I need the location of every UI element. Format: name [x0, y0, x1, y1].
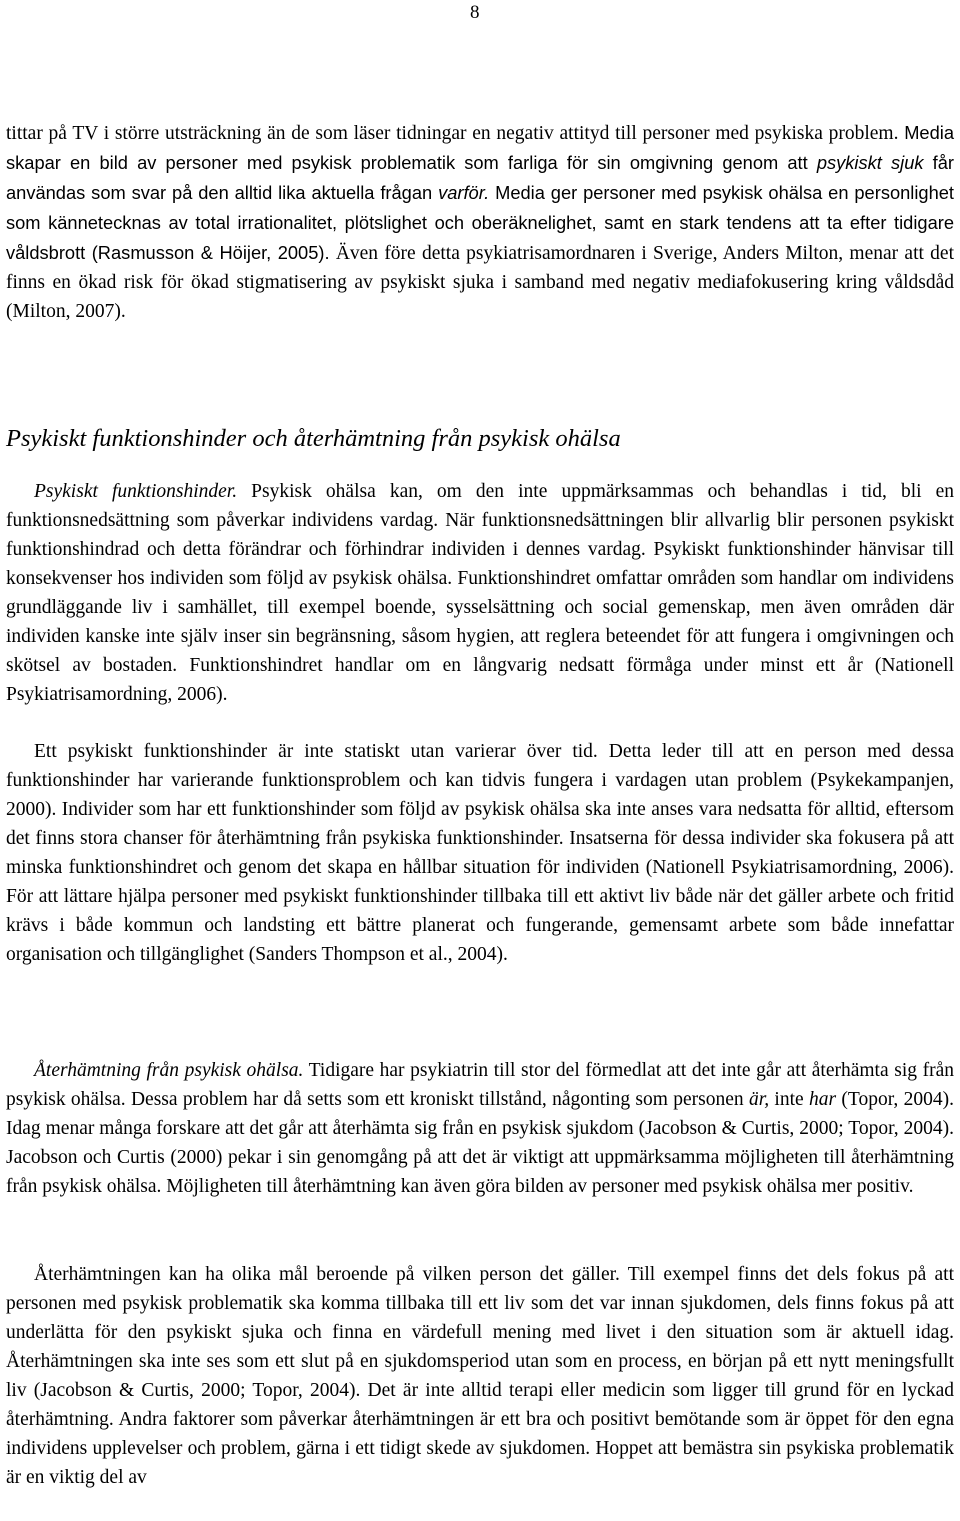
text-run: får användas som svar på den alltid lika aktuella frågan [6, 152, 954, 203]
emphasis: psykiskt sjuk [816, 152, 924, 173]
paragraph-aterhamtning [6, 1056, 954, 1201]
text-run: Även före detta psykiatrisamordnaren i Sverige, Anders Milton, menar att det finns en ökad risk för ökad stigmatisering av psykiskt sjuka i samband med negativ mediafokusering kring våldsdåd (Milton, 2007). [6, 243, 954, 322]
subheading: Psykiskt funktionshinder. [34, 481, 238, 502]
emphasis: varför. [438, 182, 490, 203]
text-run: Media ger personer med psykisk ohälsa en personlighet som kännetecknas av total irrationalitet, plötslighet och oberäknelighet, samt en stark tendens att ta efter tidigare våldsbrott (Rasmusson & Höijer, 2005). [6, 182, 954, 263]
text-run: Tidigare har psykiatrin till stor del förmedlat att det inte går att återhämta sig från psykisk ohälsa. Dessa problem har då setts som ett kroniskt tillstånd, någonting som personen [6, 1060, 954, 1110]
subheading: Återhämtning från psykisk ohälsa. [34, 1060, 304, 1081]
emphasis: har [809, 1089, 837, 1110]
emphasis: är, [749, 1089, 770, 1110]
paragraph-statiskt [6, 737, 954, 969]
text-run: Återhämtningen kan ha olika mål beroende på vilken person det gäller. Till exempel finns det dels fokus på att personen med psykisk problematik ska komma tillbaka till ett liv som det var innan sjukdomen, dels finns fokus på att underlätta för den psykiskt sjuka och finna en värdefull mening med livet i den situation som är aktuell idag. Återhämtningen ska inte ses som ett slut på en sjukdomsperiod utan som en process, en början på ett nytt meningsfullt liv (Jacobson & Curtis, 2000; Topor, 2004). Det är inte alltid terapi eller medicin som ligger till grund för en lyckad återhämtning. Andra faktorer som påverkar återhämtningen är ett bra och positivt bemötande som är öppet för den egna individens upplevelser och problem, gärna i ett tidigt skede av sjukdomen. Hoppet att bemästra sin psykiska problematik är en viktig del av [6, 1264, 954, 1488]
text-run: Ett psykiskt funktionshinder är inte statiskt utan varierar över tid. Detta leder till att en person med dessa funktionshinder har varierande funktionsproblem och kan tidvis fungera i vardagen utan problem (Psykekampanjen, 2000). Individer som har ett funktionshinder som följd av psykisk ohälsa ska inte anses vara nedsatta för alltid, eftersom det finns stora chanser för återhämtning från psykiska funktionshinder. Insatserna för dessa individer ska fokusera på att minska funktionshindret och genom det skapa en hållbar situation för individen (Nationell Psykiatrisamordning, 2006). För att lättare hjälpa personer med psykiskt funktionshinder tillbaka till ett aktivt liv både när det gäller arbete och fritid krävs i både kommun och landsting ett bättre planerat och fungerande, gemensamt arbete som både innefattar organisation och tillgänglighet (Sanders Thompson et al., 2004). [6, 741, 954, 965]
text-run: inte [769, 1089, 809, 1110]
text-run: Psykisk ohälsa kan, om den inte uppmärksammas och behandlas i tid, bli en funktionsnedsättning som påverkar individens vardag. När funktionsnedsättningen blir allvarlig blir personen psykiskt funktionshindrad och detta förändrar och förhindrar individen i dennes vardag. Psykiskt funktionshinder hänvisar till konsekvenser hos individen som följd av psykisk ohälsa. Funktionshindret omfattar områden som handlar om individens grundläggande liv i samhället, till exempel boende, sysselsättning och social gemenskap, men även områden där individen kanske inte själv inser sin begränsning, såsom hygien, att reglera beteendet för att fungera i omgivningen och skötsel av bostaden. Funktionshindret handlar om en långvarig nedsatt förmåga under minst ett år (Nationell Psykiatrisamordning, 2006). [6, 481, 955, 705]
paragraph-funktionshinder [6, 477, 954, 709]
page-number: 8 [470, 2, 480, 23]
text-run: Media skapar en bild av personer med psykisk problematik som farliga för sin omgivning genom att [6, 122, 954, 173]
paragraph-mal [6, 1260, 954, 1492]
text-run: tittar på TV i större utsträckning än de som läser tidningar en negativ attityd till personer med psykiska problem. [6, 123, 905, 144]
section-heading: Psykiskt funktionshinder och återhämtning från psykisk ohälsa [6, 425, 621, 452]
paragraph-media [6, 118, 954, 326]
text-run: (Topor, 2004). Idag menar många forskare att det går att återhämta sig från en psykisk sjukdom (Jacobson & Curtis, 2000; Topor, 2004). Jacobson och Curtis (2000) pekar i sin genomgång på att det är viktigt att uppmärksamma möjligheten till återhämtning från psykisk ohälsa. Möjligheten till återhämtning kan även göra bilden av personer med psykisk ohälsa mer positiv. [6, 1089, 955, 1197]
